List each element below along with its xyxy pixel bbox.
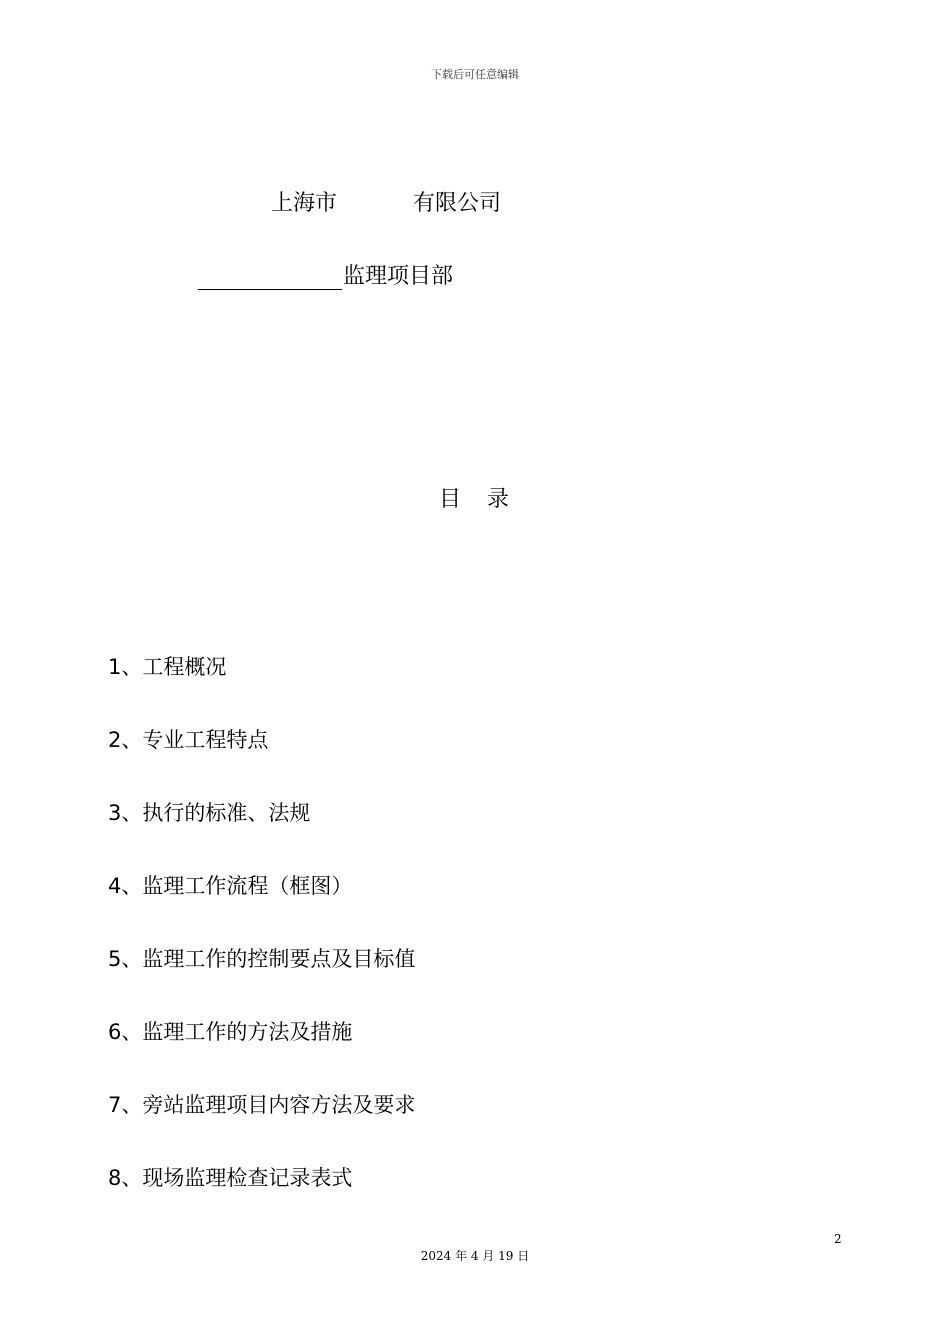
toc-item: 2、专业工程特点 [108,728,269,752]
toc-list [108,652,415,1236]
company-city: 上海市 [271,191,338,216]
toc-item: 1、工程概况 [108,655,227,679]
page-number: 2 [834,1232,842,1246]
toc-item: 3、执行的标准、法规 [108,801,311,825]
company-suffix: 有限公司 [413,191,502,216]
toc-title: 目 录 [438,487,511,512]
toc-item: 5、监理工作的控制要点及目标值 [108,947,416,971]
department-line [198,259,453,290]
header-note: 下载后可任意编辑 [431,68,519,81]
department-name: 监理项目部 [343,264,454,289]
toc-item: 6、监理工作的方法及措施 [108,1020,353,1044]
footer-date: 2024 年 4 月 19 日 [420,1249,530,1263]
company-name-line [271,186,501,217]
project-name-blank-underline [198,263,342,290]
toc-item: 4、监理工作流程（框图） [108,874,353,898]
toc-item: 7、旁站监理项目内容方法及要求 [108,1093,416,1117]
toc-item: 8、现场监理检查记录表式 [108,1166,353,1190]
